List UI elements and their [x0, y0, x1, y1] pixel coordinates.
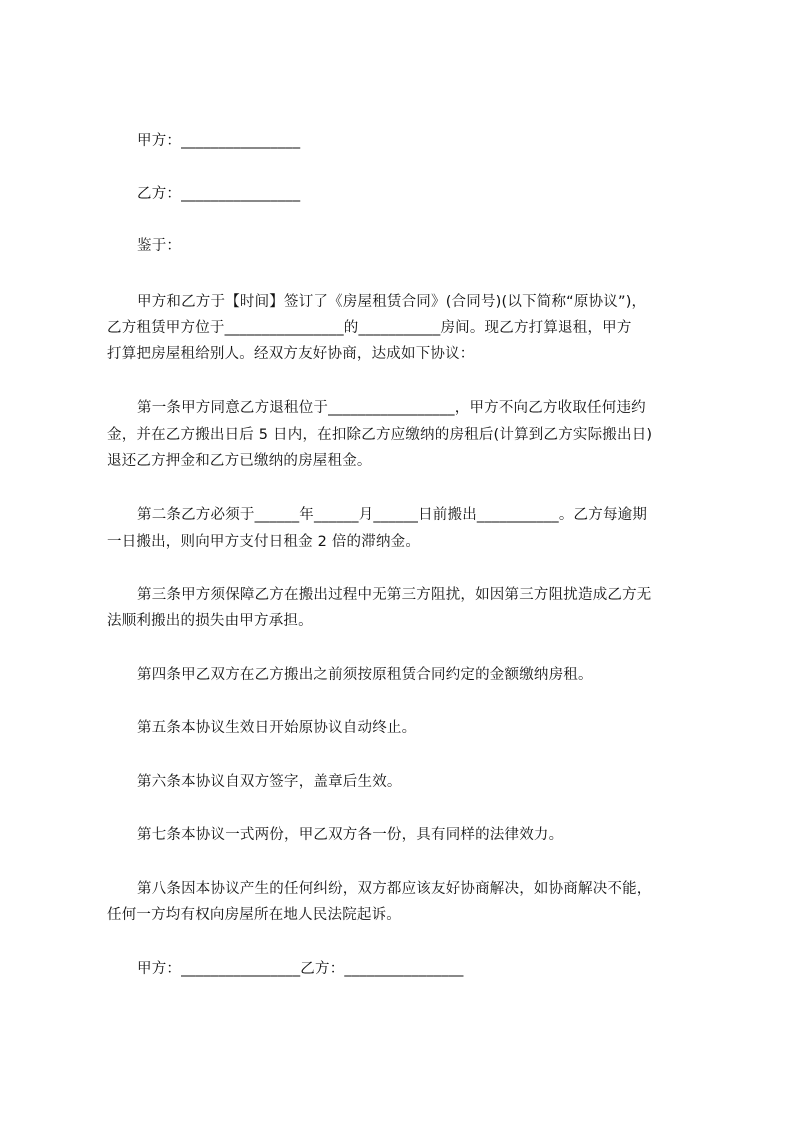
article8-line-2: 任何一方均有权向房屋所在地人民法院起诉。: [107, 907, 401, 923]
whereas-heading: 鉴于：: [137, 238, 182, 254]
article2-line-1: 第二条乙方必须于______年______月______日前搬出___________。乙方每逾期: [137, 507, 648, 523]
article1-line-1: 第一条甲方同意乙方退租位于_________________，甲方不向乙方收取任何违约: [137, 400, 646, 416]
article4-text: 第四条甲乙双方在乙方搬出之前须按原租赁合同约定的金额缴纳房租。: [137, 667, 593, 683]
article6-text: 第六条本协议自双方签字，盖章后生效。: [137, 774, 402, 790]
article8-line-1: 第八条因本协议产生的任何纠纷，双方都应该友好协商解决，如协商解决不能，: [137, 881, 652, 897]
article2-line-2: 一日搬出，则向甲方支付日租金 2 倍的滞纳金。: [107, 534, 421, 550]
party-a-label: 甲方：________________: [137, 133, 301, 149]
preamble-line-1: 甲方和乙方于【时间】签订了《房屋租赁合同》(合同号)(以下简称“原协议”)，: [137, 294, 647, 310]
preamble-line-3: 打算把房屋租给别人。经双方友好协商，达成如下协议：: [107, 346, 475, 362]
party-b-label: 乙方：________________: [137, 186, 301, 202]
article3-line-1: 第三条甲方须保障乙方在搬出过程中无第三方阻扰，如因第三方阻扰造成乙方无: [137, 587, 652, 603]
article7-text: 第七条本协议一式两份，甲乙双方各一份，具有同样的法律效力。: [137, 827, 564, 843]
article3-line-2: 法顺利搬出的损失由甲方承担。: [107, 613, 313, 629]
article1-line-2: 金，并在乙方搬出日后 5 日内，在扣除乙方应缴纳的房租后(计算到乙方实际搬出日): [107, 427, 653, 443]
article5-text: 第五条本协议生效日开始原协议自动终止。: [137, 720, 417, 736]
preamble-line-2: 乙方租赁甲方位于________________的___________房间。现乙方打算退租，甲方: [107, 320, 632, 336]
signature-line: 甲方：________________乙方：________________: [137, 961, 464, 977]
article1-line-3: 退还乙方押金和乙方已缴纳的房屋租金。: [107, 453, 372, 469]
